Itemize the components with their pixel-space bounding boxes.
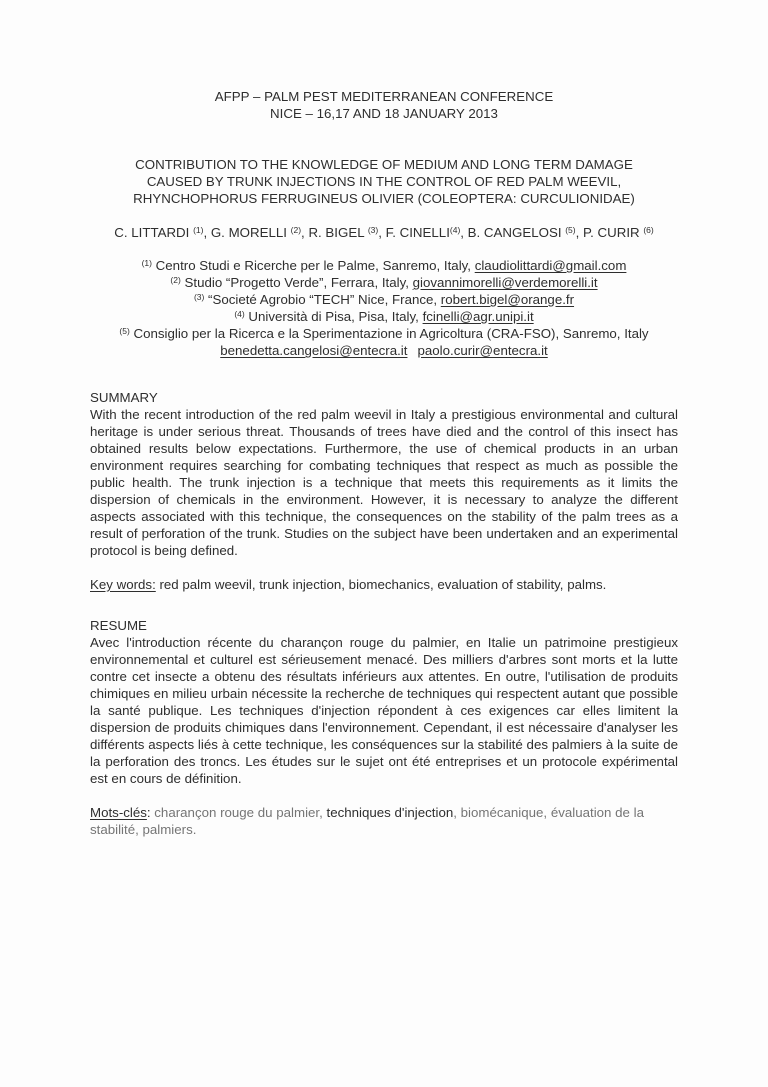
email-link[interactable]: benedetta.cangelosi@entecra.it [220,343,408,358]
affiliation-text: “Societé Agrobio “TECH” Nice, France, [204,292,441,307]
affiliation-item [90,308,678,325]
resume-paragraph: Avec l'introduction récente du charançon rouge du palmier, en Italie un patrimoine prestigieux environnemental et culturel est sérieusement menacé. Des milliers d'arbres sont morts et la lutte contre cet insecte a obtenu des résultats inférieurs aux attentes. En outre, l'utilisation de produits chimiques en milieu urbain nécessite la recherche de techniques qui respectent autant que possible la santé publique. Les techniques d'injection répondent à ces exigences car elles limitent la dispersion de produits chimiques dans l'environnement. Cependant, il est nécessaire d'analyser les différents aspects liés à cette technique, les conséquences sur la stabilité des palmiers à la suite de la perforation des troncs. Les études sur le sujet ont été entreprises et un protocole expérimental est en cours de définition. [90,635,678,786]
author-separator: , [460,225,468,240]
email-link[interactable]: claudiolittardi@gmail.com [474,258,627,273]
email-link[interactable]: robert.bigel@orange.fr [440,292,575,307]
author-affiliation-ref: (3) [367,225,379,235]
affiliation-ref: (3) [193,292,205,302]
affiliation-ref: (1) [141,258,152,268]
conference-name: AFPP – PALM PEST MEDITERRANEAN CONFERENCE [214,89,554,104]
affiliation-text: Università di Pisa, Pisa, Italy, [244,309,423,324]
email-link[interactable]: fcinelli@agr.unipi.it [422,309,534,324]
affiliations-list [90,257,678,359]
email-link[interactable]: giovannimorelli@verdemorelli.it [412,275,598,290]
keywords-text: red palm weevil, trunk injection, biomechanics, evaluation of stability, palms. [155,577,607,592]
author-name: P. CURIR [583,225,644,240]
email-link[interactable]: paolo.curir@entecra.it [417,343,548,358]
author-affiliation-ref: (6) [643,225,654,235]
conference-header [90,88,678,122]
summary-paragraph: With the recent introduction of the red palm weevil in Italy a prestigious environmental and cultural heritage is under serious threat. Thousands of trees have died and the control of this insect has obtained results below expectations. Furthermore, the use of chemical products in an urban environment requires searching for combating techniques that respect as much as possible the public health. The trunk injection is a technique that meets this requirements as it limits the dispersion of chemicals in the environment. However, it is necessary to analyze the different aspects associated with this technique, the consequences on the stability of the palm trees as a result of perforation of the trunk. Studies on the subject have been undertaken and an experimental protocol is being defined. [90,407,678,558]
author-separator: , [575,225,583,240]
affiliation-text: Centro Studi e Ricerche per le Palme, Sanremo, Italy, [151,258,475,273]
author-name: C. LITTARDI [114,225,194,240]
paper-title-line1: CONTRIBUTION TO THE KNOWLEDGE OF MEDIUM AND LONG TERM DAMAGE [135,157,633,172]
conference-date-location: NICE – 16,17 AND 18 JANUARY 2013 [270,106,498,121]
author-name: B. CANGELOSI [467,225,566,240]
author-affiliation-ref: (2) [290,225,302,235]
affiliation-ref: (4) [234,309,245,319]
affiliation-emails-line [90,342,678,359]
author-affiliation-ref: (4) [449,225,461,235]
affiliation-text: Consiglio per la Ricerca e la Sperimentazione in Agricoltura (CRA-FSO), Sanremo, Italy [129,326,649,341]
motscles-text: techniques d'injection [326,805,454,820]
author-name: F. CINELLI [385,225,450,240]
author-separator: , [301,225,309,240]
paper-title [90,156,678,207]
affiliation-text: Studio “Progetto Verde”, Ferrara, Italy, [180,275,413,290]
paper-title-line2: CAUSED BY TRUNK INJECTIONS IN THE CONTROL OF RED PALM WEEVIL, [146,174,622,189]
author-separator: , [203,225,211,240]
page-content [90,0,678,838]
affiliation-item [90,325,678,342]
paper-title-line3: RHYNCHOPHORUS FERRUGINEUS OLIVIER (COLEOPTERA: CURCULIONIDAE) [133,191,635,206]
motscles-text-muted: charançon rouge du palmier, [154,805,327,820]
keywords-line [90,576,678,593]
author-separator: , [378,225,386,240]
summary-heading: SUMMARY [90,390,158,405]
resume-heading: RESUME [90,618,147,633]
affiliation-ref: (5) [119,326,130,336]
motscles-label: Mots-clés [90,805,147,820]
motscles-colon: : [146,805,155,820]
keywords-label: Key words: [90,577,156,592]
affiliation-item [90,257,678,274]
author-affiliation-ref: (5) [565,225,576,235]
authors-line [90,224,678,241]
author-name: G. MORELLI [210,225,291,240]
author-name: R. BIGEL [308,225,368,240]
motscles-text-muted: , biomécanique, évaluation de la stabilité, palmiers. [90,805,644,837]
affiliation-ref: (2) [170,275,181,285]
motscles-line [90,804,678,838]
author-affiliation-ref: (1) [193,225,204,235]
affiliation-item [90,274,678,291]
affiliation-item [90,291,678,308]
